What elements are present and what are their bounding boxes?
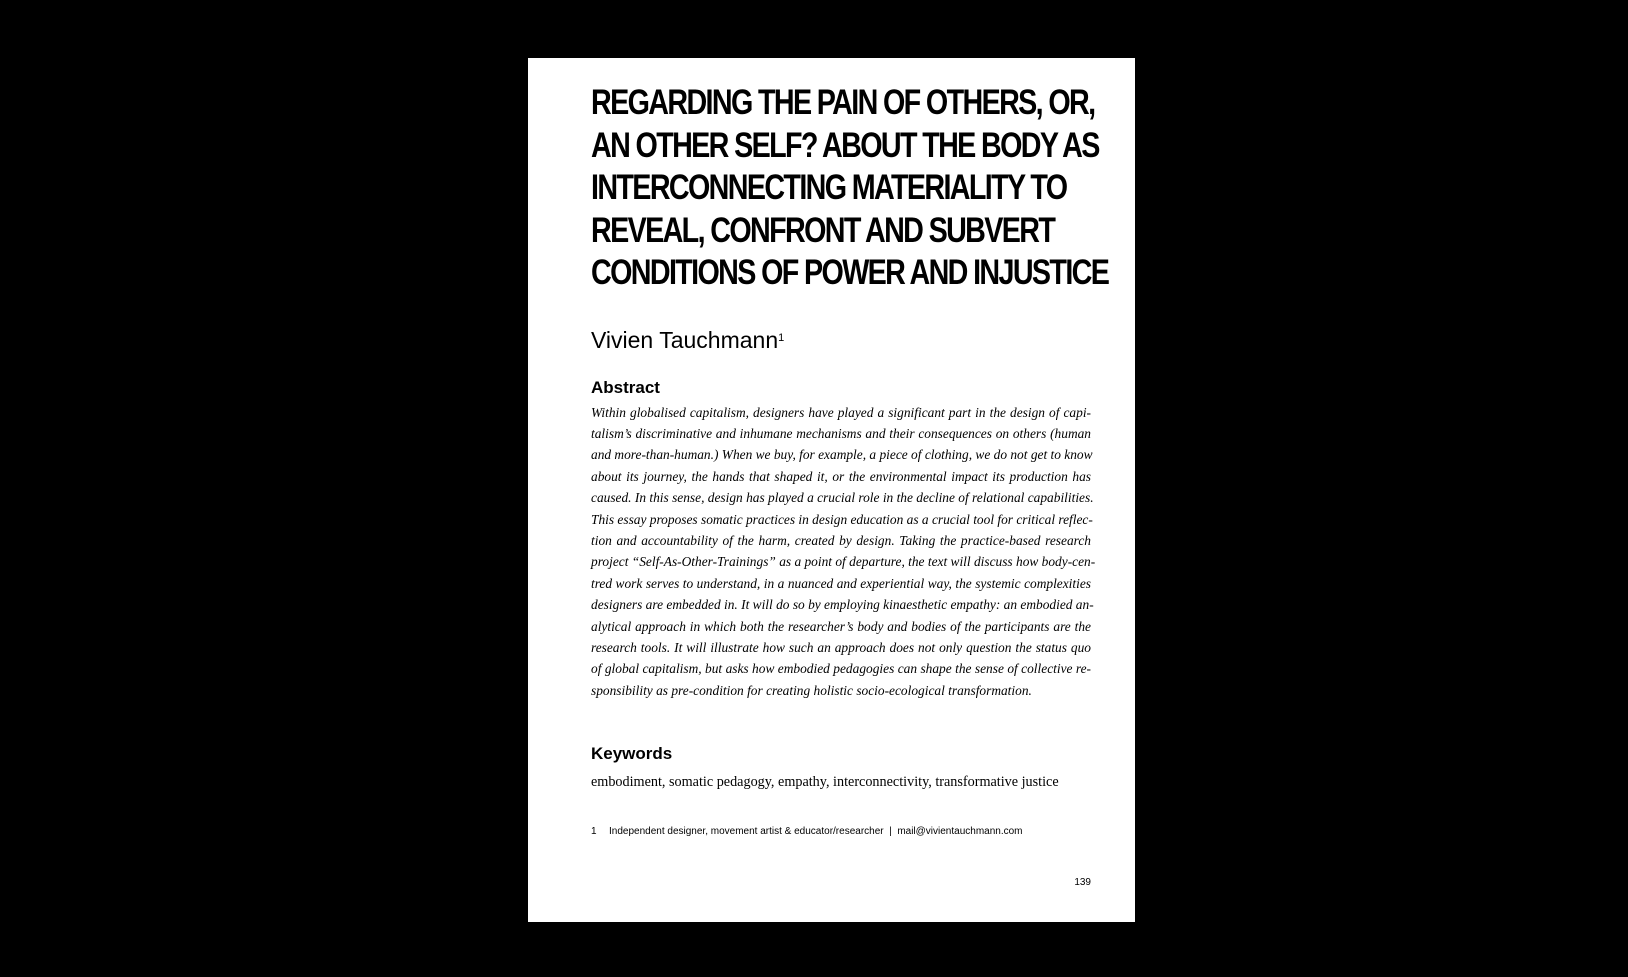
footnote-text: Independent designer, movement artist & educator/researcher | mail@vivientauchmann.com	[609, 826, 1023, 838]
document-page	[528, 58, 1135, 922]
footnote	[591, 825, 1091, 839]
abstract-line: of global capitalism, but asks how embodied pedagogies can shape the sense of collective re-	[591, 661, 1091, 677]
title-line: INTERCONNECTING MATERIALITY TO	[591, 168, 1067, 207]
abstract-body	[591, 402, 1096, 702]
author-footnote-marker: 1	[778, 331, 785, 344]
abstract-line: designers are embedded in. It will do so by employing kinaesthetic empathy: an embodied an-	[591, 597, 1094, 613]
abstract-line: talism’s discriminative and inhumane mechanisms and their consequences on others (human	[591, 425, 1091, 441]
abstract-line: alytical approach in which both the researcher’s body and bodies of the participants are the	[591, 618, 1091, 634]
title-line: CONDITIONS OF POWER AND INJUSTICE	[591, 253, 1109, 292]
keywords-heading: Keywords	[591, 744, 673, 764]
abstract-line: Within globalised capitalism, designers have played a significant part in the design of capi-	[591, 404, 1091, 420]
title-line: AN OTHER SELF? ABOUT THE BODY AS	[591, 125, 1099, 165]
abstract-line: research tools. It will illustrate how such an approach does not only question the status quo	[591, 639, 1091, 655]
footnote-number: 1	[591, 826, 597, 838]
author-line	[591, 326, 1091, 354]
title-line: REVEAL, CONFRONT AND SUBVERT	[591, 210, 1055, 250]
paper-title	[591, 82, 1109, 295]
author-name: Vivien Tauchmann	[591, 326, 779, 353]
abstract-line: about its journey, the hands that shaped it, or the environmental impact its production has	[591, 468, 1091, 484]
abstract-line: and more-than-human.) When we buy, for example, a piece of clothing, we do not get to know	[591, 447, 1093, 463]
abstract-heading: Abstract	[591, 377, 660, 397]
abstract-line: sponsibility as pre-condition for creating holistic socio-ecological transformation.	[591, 682, 1032, 698]
keywords-text: embodiment, somatic pedagogy, empathy, interconnectivity, transformative justice	[591, 774, 1059, 791]
page-number: 139	[1074, 877, 1091, 888]
abstract-line: project “Self-As-Other-Trainings” as a point of departure, the text will discuss how body-cen-	[591, 554, 1096, 570]
abstract-line: tion and accountability of the harm, created by design. Taking the practice-based research	[591, 532, 1091, 548]
abstract-line: tred work serves to understand, in a nuanced and experiential way, the systemic complexities	[591, 575, 1091, 591]
abstract-line: caused. In this sense, design has played a crucial role in the decline of relational capabilities.	[591, 490, 1094, 506]
abstract-line: This essay proposes somatic practices in design education as a crucial tool for critical reflec-	[591, 511, 1093, 527]
title-line: REGARDING THE PAIN OF OTHERS, OR,	[591, 83, 1095, 122]
